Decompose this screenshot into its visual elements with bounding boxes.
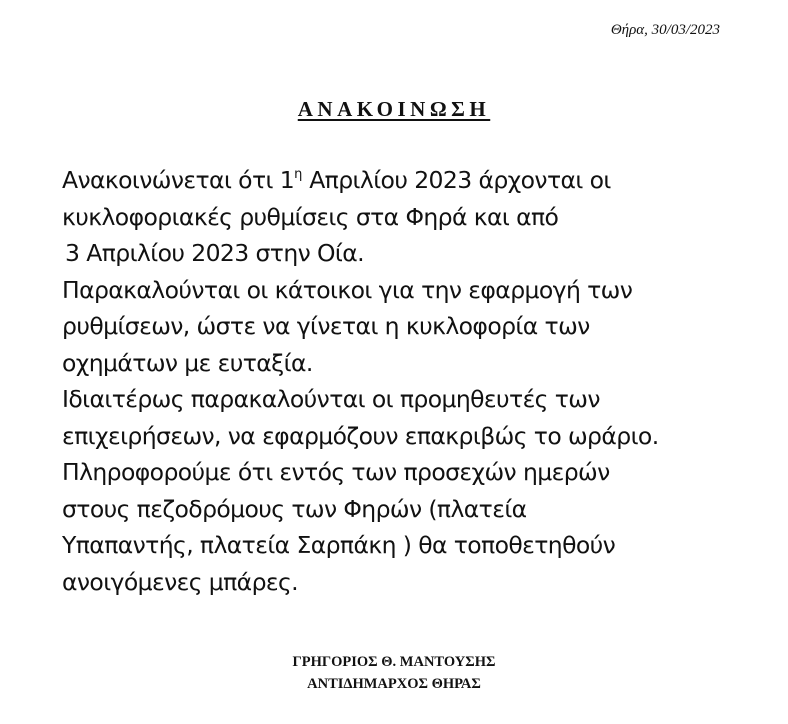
body-line-4: Παρακαλούνται οι κάτοικοι για την εφαρμογή των xyxy=(62,275,633,304)
announcement-body xyxy=(62,157,762,600)
document-date: Θήρα, 30/03/2023 xyxy=(610,22,720,38)
body-line-8: επιχειρήσεων, να εφαρμόζουν επακριβώς το ωράριο. xyxy=(62,421,659,450)
body-line-10: στους πεζοδρόμους των Φηρών (πλατεία xyxy=(62,494,527,523)
body-line-7: Ιδιαιτέρως παρακαλούνται οι προμηθευτές των xyxy=(62,385,600,413)
body-line-6: οχημάτων με ευταξία. xyxy=(62,348,313,377)
body-line-9: Πληροφορούμε ότι εντός των προσεχών ημερών xyxy=(62,458,610,486)
body-line-1-end: Απριλίου 2023 άρχονται οι xyxy=(302,166,611,194)
body-line-12: ανοιγόμενες μπάρες. xyxy=(62,567,299,596)
body-line-2: κυκλοφοριακές ρυθμίσεις στα Φηρά και από xyxy=(62,202,559,231)
body-line-3: 3 Απριλίου 2023 στην Οία. xyxy=(65,239,365,267)
announcement-title: ΑΝΑΚΟΙΝΩΣΗ xyxy=(297,97,491,121)
body-line-5: ρυθμίσεων, ώστε να γίνεται η κυκλοφορία των xyxy=(62,312,590,340)
body-line-1 xyxy=(62,157,762,199)
body-line-11: Υπαπαντής, πλατεία Σαρπάκη ) θα τοποθετηθούν xyxy=(62,531,616,559)
body-line-1-start: Ανακοινώνεται ότι 1 xyxy=(62,166,295,194)
signatory-role: ΑΝΤΙΔΗΜΑΡΧΟΣ ΘΗΡΑΣ xyxy=(307,676,481,692)
signature-block xyxy=(0,651,788,695)
signatory-name: ΓΡΗΓΟΡΙΟΣ Θ. ΜΑΝΤΟΥΣΗΣ xyxy=(292,654,496,670)
ordinal-superscript: η xyxy=(294,167,303,182)
